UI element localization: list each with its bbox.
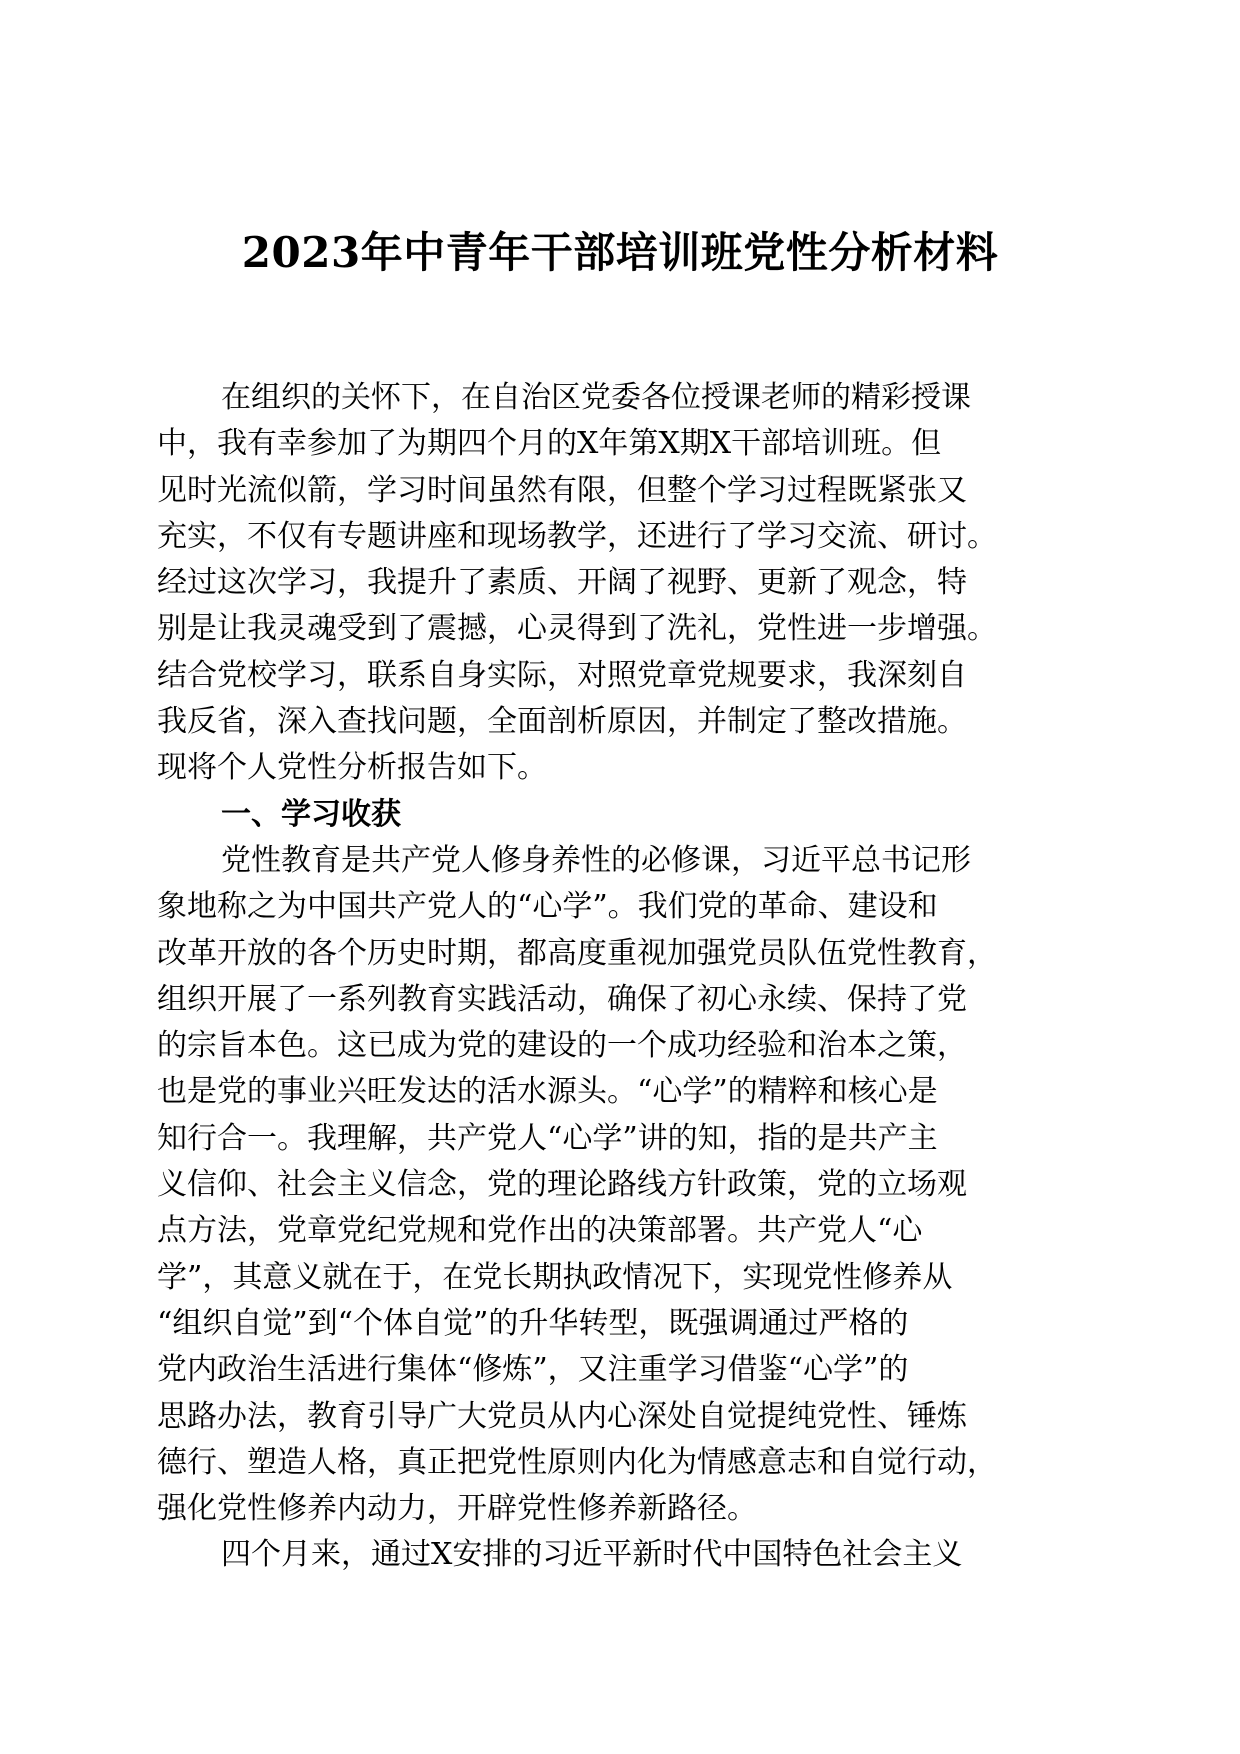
- paragraph-line: 组织开展了一系列教育实践活动，确保了初心永续、保持了党: [157, 981, 967, 1017]
- paragraph-line: 我反省，深入查找问题，全面剖析原因，并制定了整改措施。: [157, 704, 967, 740]
- paragraph-line: 象地称之为中国共产党人的“心学”。我们党的革命、建设和: [157, 889, 938, 925]
- paragraph-line: 学”，其意义就在于，在党长期执政情况下，实现党性修养从: [157, 1259, 953, 1295]
- paragraph-line: 在组织的关怀下，在自治区党委各位授课老师的精彩授课: [221, 380, 971, 415]
- paragraph-line: 强化党性修养内动力，开辟党性修养新路径。: [157, 1491, 757, 1527]
- paragraph-line: 义信仰、社会主义信念，党的理论路线方针政策，党的立场观: [157, 1167, 967, 1203]
- paragraph-line: 充实，不仅有专题讲座和现场教学，还进行了学习交流、研讨。: [157, 518, 997, 554]
- paragraph-line: 经过这次学习，我提升了素质、开阔了视野、更新了观念，特: [157, 565, 967, 601]
- paragraph-line: 点方法，党章党纪党规和党作出的决策部署。共产党人“心: [157, 1213, 923, 1249]
- paragraph-line: 四个月来，通过X安排的习近平新时代中国特色社会主义: [221, 1537, 963, 1573]
- document-title: 2023年中青年干部培训班党性分析材料: [241, 228, 999, 277]
- section-heading: 一、学习收获: [221, 796, 401, 832]
- paragraph-line: 党性教育是共产党人修身养性的必修课，习近平总书记形: [221, 842, 971, 878]
- paragraph-line: 结合党校学习，联系自身实际，对照党章党规要求，我深刻自: [157, 657, 967, 693]
- paragraph-line: 改革开放的各个历史时期，都高度重视加强党员队伍党性教育，: [157, 935, 997, 971]
- paragraph-line: 思路办法，教育引导广大党员从内心深处自觉提纯党性、锤炼: [157, 1398, 967, 1434]
- paragraph-line: “组织自觉”到“个体自觉”的升华转型，既强调通过严格的: [157, 1305, 909, 1341]
- document-body: [157, 375, 1087, 1579]
- paragraph-line: 别是让我灵魂受到了震撼，心灵得到了洗礼，党性进一步增强。: [157, 611, 997, 647]
- paragraph-line: 现将个人党性分析报告如下。: [157, 750, 547, 786]
- paragraph-line: 中，我有幸参加了为期四个月的X年第X期X干部培训班。但: [157, 426, 942, 462]
- paragraph-line: 德行、塑造人格，真正把党性原则内化为情感意志和自觉行动，: [157, 1444, 997, 1480]
- paragraph-line: 知行合一。我理解，共产党人“心学”讲的知，指的是共产主: [157, 1120, 938, 1156]
- paragraph-line: 见时光流似箭，学习时间虽然有限，但整个学习过程既紧张又: [157, 472, 967, 508]
- paragraph-line: 党内政治生活进行集体“修炼”，又注重学习借鉴“心学”的: [157, 1352, 909, 1388]
- paragraph-line: 也是党的事业兴旺发达的活水源头。“心学”的精粹和核心是: [157, 1074, 938, 1110]
- paragraph-line: 的宗旨本色。这已成为党的建设的一个成功经验和治本之策，: [157, 1028, 967, 1064]
